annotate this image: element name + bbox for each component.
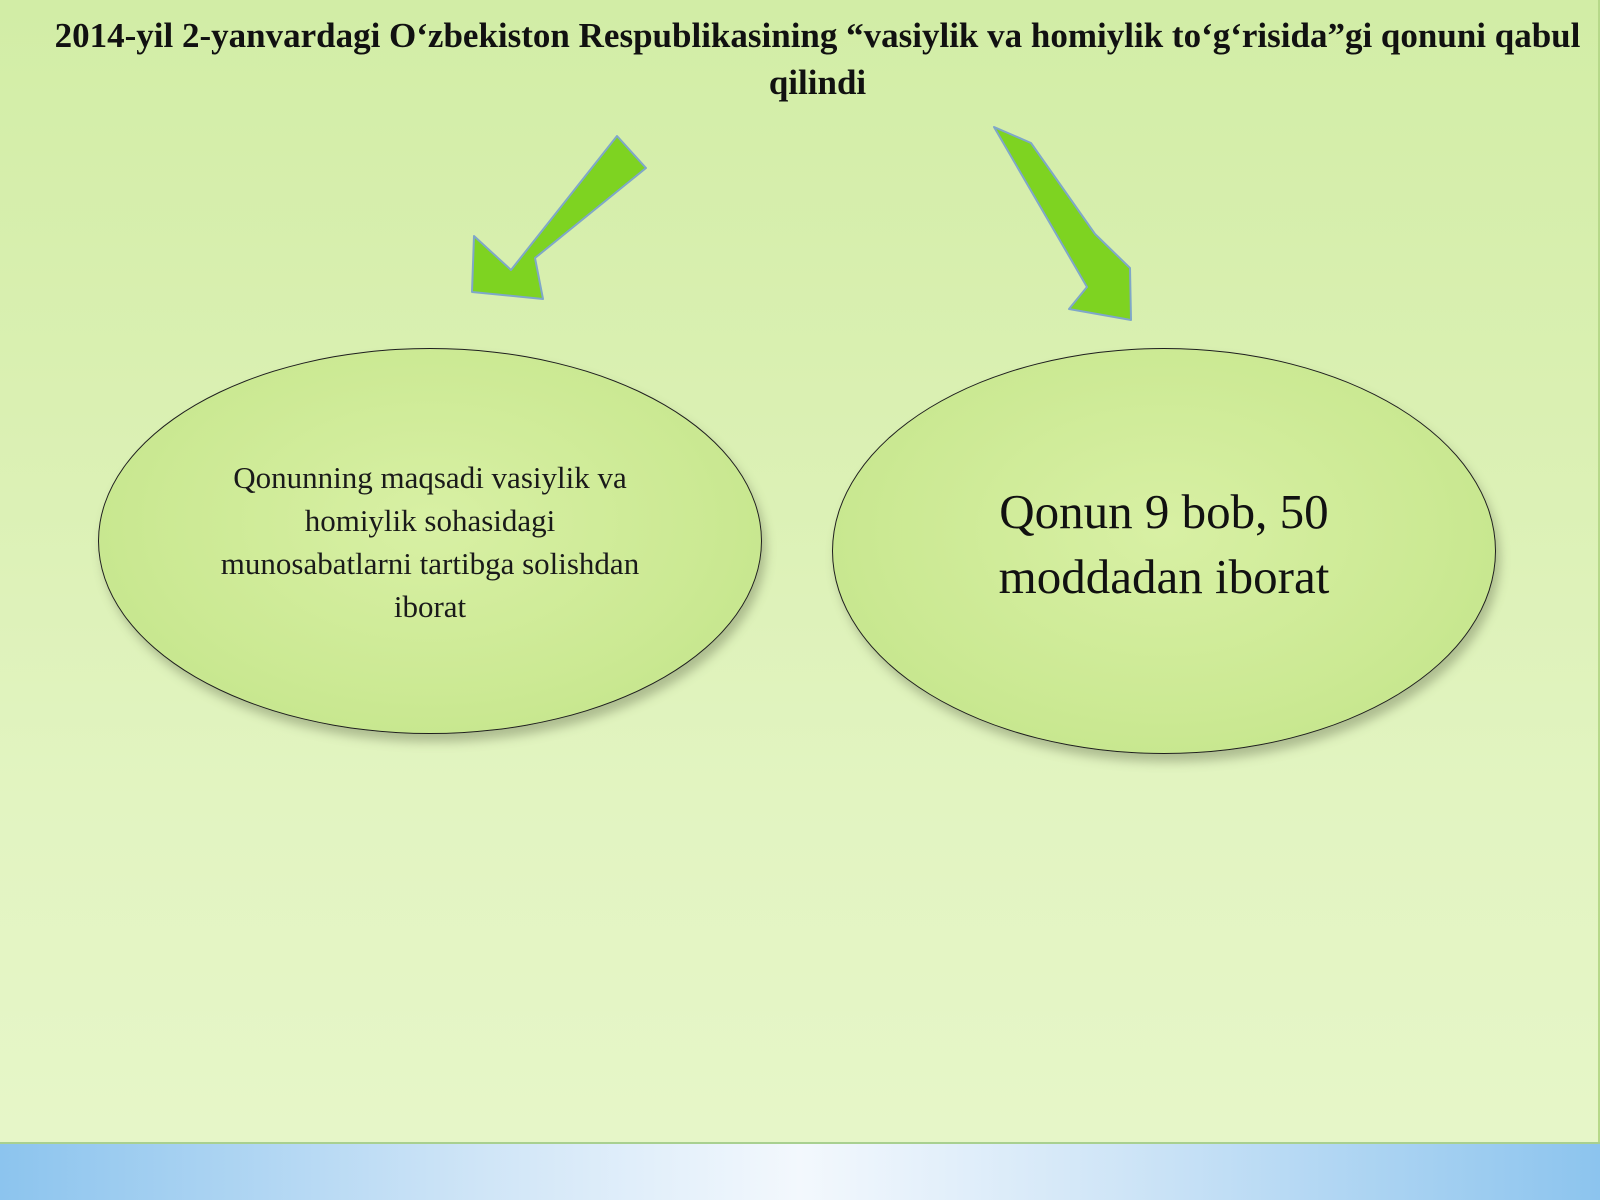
goal-text: Qonunning maqsadi vasiylik va homiylik sohasidagi munosabatlarni tartibga solishdan iborat — [220, 460, 640, 624]
goal-ellipse — [98, 348, 762, 734]
footer-band — [0, 1142, 1600, 1200]
arrow-left — [472, 136, 646, 299]
structure-text: Qonun 9 bob, 50 moddadan iborat — [998, 484, 1330, 604]
slide-title: 2014-yil 2-yanvardagi O‘zbekiston Respublikasining “vasiylik va homiylik to‘g‘risida”gi qonuni qabul qilindi — [54, 16, 1581, 102]
arrow-right — [994, 127, 1131, 320]
structure-ellipse — [832, 348, 1496, 754]
